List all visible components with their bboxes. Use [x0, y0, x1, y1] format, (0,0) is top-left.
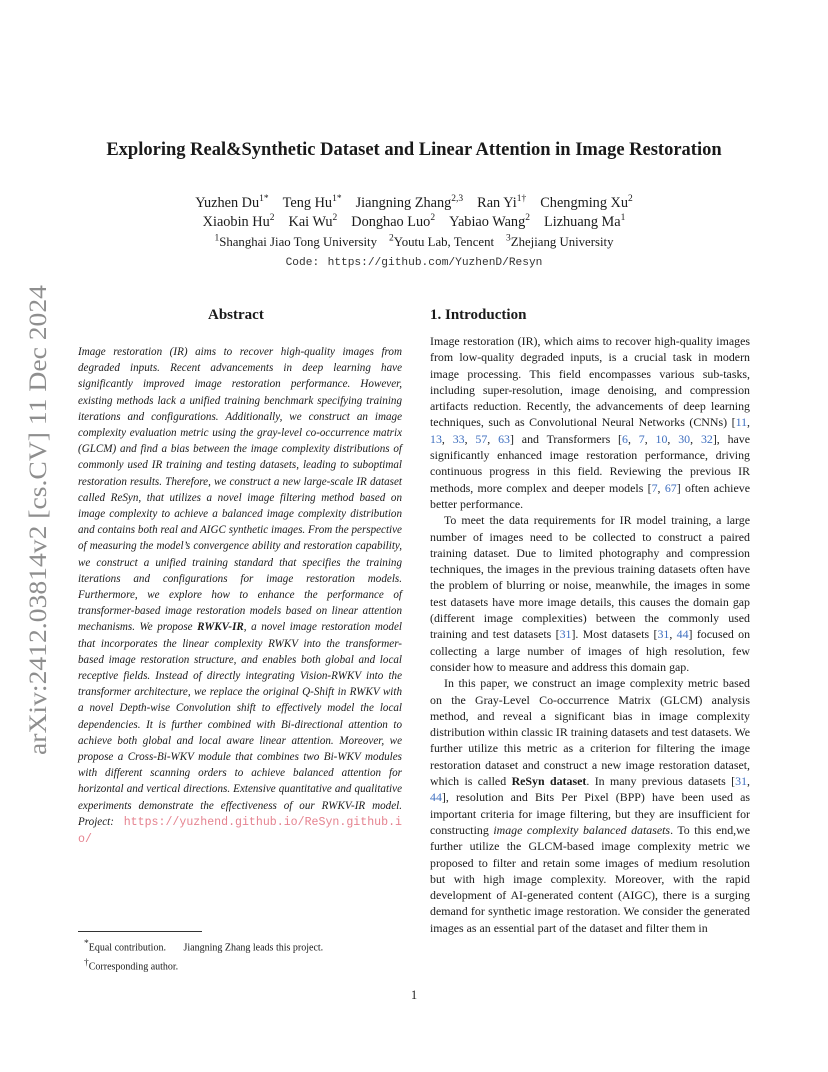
page-number: 1: [410, 988, 418, 1002]
intro-text-segment: ], resolution and Bits Per Pixel (BPP) have been used as important criteria for image filtering, but they are insufficient for constructing: [430, 790, 750, 837]
intro-text-segment: ,: [747, 415, 750, 430]
footnote-corresponding-author: †Corresponding author.: [84, 957, 179, 973]
paper-title: Exploring Real&Synthetic Dataset and Linear Attention in Image Restoration: [106, 140, 722, 160]
intro-paragraph-3: [430, 675, 750, 936]
intro-text-segment: ,: [464, 431, 476, 446]
citation-link[interactable]: 44: [676, 627, 689, 642]
author-name: Jiangning Zhang$^{2,3}$: [355, 194, 464, 211]
citation-link[interactable]: 44: [430, 790, 442, 805]
author-name: Kai Wu$^2$: [288, 213, 338, 230]
abstract-text: [78, 344, 402, 848]
abstract-heading: Abstract: [208, 307, 264, 323]
citation-link[interactable]: 31: [559, 627, 572, 642]
abstract-text-part-2: , a novel image restoration model that incorporates the linear complexity RWKV into the transformer-based image restoration structure, and enables both global and local receptive fields. Instead of directly integrating Vision-RWKV into the transformer architecture, we replace the original Q-Shift in RWKV with a novel Depth-wise Convolution shift to effectively model the local dependencies. It is further combined with Bi-directional attention to achieve both global and local aware linear attention. Moreover, we propose a Cross-Bi-WKV module that combines two Bi-WKV modules with different scanning orders to achieve balanced attention for horizontal and vertical directions. Extensive quantitative and qualitative experiments demonstrate the effectiveness of our RWKV-IR model. Project:: [78, 621, 402, 828]
author-name: Lizhuang Ma$^1$: [543, 213, 626, 230]
author-name: Xiaobin Hu$^2$: [202, 213, 275, 230]
footnotes: [78, 937, 408, 975]
intro-paragraph-2: [430, 512, 750, 675]
author-name: Ran $Yi^{1\dagger}$: [477, 194, 527, 211]
project-page-link[interactable]: https://yuzhend.github.io/ReSyn.github.io/: [78, 815, 402, 847]
author-name: Teng $Hu^{1*}$: [282, 194, 342, 211]
author-line-2: [0, 213, 828, 231]
author-line-1: [0, 194, 828, 212]
citation-link[interactable]: 31: [735, 774, 748, 789]
citation-link[interactable]: 57: [475, 431, 488, 446]
intro-text-segment: ]. Most datasets [: [571, 627, 658, 642]
intro-text-segment: ,: [669, 627, 677, 642]
citation-link[interactable]: 7: [651, 480, 658, 495]
citation-link[interactable]: 11: [735, 415, 748, 430]
arxiv-id-stamp: [22, 285, 52, 755]
affiliation: $^3$Zhejiang University: [506, 234, 614, 250]
footnote-divider: [78, 931, 202, 932]
citation-link[interactable]: 63: [498, 431, 510, 446]
citation-link[interactable]: 30: [678, 431, 691, 446]
code-repo-link[interactable]: https://github.com/YuzhenD/Resyn: [327, 257, 543, 269]
citation-link[interactable]: 31: [657, 627, 670, 642]
intro-paragraph-1: [430, 333, 750, 512]
author-name: Donghao Luo$^2$: [351, 213, 436, 230]
code-label: Code:: [285, 257, 320, 269]
introduction-text: [430, 333, 750, 936]
emphasis-text: image complexity balanced datasets: [493, 822, 671, 837]
intro-text-segment: . In many previous datasets [: [586, 774, 736, 789]
dataset-name: ReSyn dataset: [511, 774, 587, 789]
author-name: Yabiao Wang$^2$: [449, 213, 530, 230]
author-name: Chengming Xu$^2$: [540, 194, 633, 211]
citation-link[interactable]: 32: [700, 431, 713, 446]
intro-text-segment: ,: [644, 431, 656, 446]
intro-text-segment: ,: [441, 431, 453, 446]
intro-text-segment: ,: [667, 431, 679, 446]
citation-link[interactable]: 33: [452, 431, 465, 446]
intro-text-segment: ] and Transformers [: [510, 431, 622, 446]
intro-text-segment: ,: [627, 431, 639, 446]
citation-link[interactable]: 6: [622, 431, 628, 446]
intro-text-segment: ,: [747, 774, 751, 789]
affiliations: [0, 234, 828, 250]
intro-text-segment: ], have significantly enhanced image restoration performance, driving continuous progress in this field. Reviewing the previous IR methods, more complex and deeper models [: [430, 431, 751, 495]
citation-link[interactable]: 7: [638, 431, 645, 446]
footnote-equal-contribution: *Equal contribution. Jiangning Zhang leads this project.: [84, 939, 324, 954]
citation-link[interactable]: 10: [655, 431, 668, 446]
intro-text-segment: ,: [690, 431, 701, 446]
model-name: RWKV-IR: [197, 621, 244, 634]
affiliation: $^2$Youtu Lab, Tencent: [388, 234, 495, 250]
intro-text-segment: ] often achieve better performance.: [430, 480, 750, 511]
intro-text-segment: . To this end,we further utilize the GLCM-based image complexity metric we proposed to filter and retain some images of medium resolution but with high image complexity. Moreover, with the rapid development of AI-generated content (AIGC), there is a surging demand for synthetic image restoration. We consider the generated images as an essential part of the dataset and filter them in: [430, 822, 750, 935]
intro-text-segment: ] focused on collecting a large number of images of high resolution, few consider how to measure and address this domain gap.: [430, 627, 751, 674]
intro-text-segment: ,: [487, 431, 499, 446]
introduction-heading: 1. Introduction: [430, 307, 527, 323]
author-name: Yuzhen $Du^{1*}$: [195, 194, 269, 211]
citation-link[interactable]: 67: [664, 480, 677, 495]
intro-text-segment: In this paper, we construct an image complexity metric based on the Gray-Level Co-occurrence Matrix (GLCM) analysis method, and reveal a significant bias in image complexity distribution within classic IR training datasets and test datasets. We further utilize this metric as a criterion for filtering the image restoration dataset and construct a new image restoration dataset, which is called: [430, 676, 750, 789]
code-link-line: [0, 256, 828, 269]
abstract-text-part-1: Image restoration (IR) aims to recover high-quality images from degraded inputs. Recent advancements in deep learning have significantly improved image restoration performance. However, existing methods lack a unified training benchmark specifying training iterations and configurations. Additionally, we construct an image complexity evaluation metric using the gray-level co-occurrence matrix (GLCM) and find a bias between the image complexity distributions of commonly used IR training and testing datasets, leading to suboptimal restoration results. Therefore, we construct a new large-scale IR dataset called ReSyn, that utilizes a novel image filtering method based on image complexity to achieve a balanced image complexity distribution and contains both real and AIGC synthetic images. From the perspective of measuring the model’s convergence ability and restoration capability, we construct a unified training standard that specifies the training iterations and configurations for image restoration models. Furthermore, we explore how to enhance the performance of transformer-based image restoration models based on linear attention mechanisms. We propose: [78, 346, 402, 634]
citation-link[interactable]: 13: [430, 431, 442, 446]
intro-text-segment: To meet the data requirements for IR model training, a large number of images need to be collected to construct a paired training dataset. Due to limited photography and compression techniques, the images in the previous training datasets often have the problem of blurring or noise, meanwhile, the images in some test datasets have more image details, this causes the domain gap (different image complexities) between the commonly used training and test datasets [: [430, 513, 750, 642]
affiliation: $^1$Shanghai Jiao Tong University: [214, 234, 377, 250]
intro-text-segment: ,: [657, 480, 665, 495]
intro-text-segment: Image restoration (IR), which aims to recover high-quality images from low-quality degraded inputs, is a crucial task in modern image processing. This field encompasses various sub-tasks, including super-resolution, image denoising, and compression artifacts reduction. Recently, the advancements of deep learning techniques, such as Convolutional Neural Networks (CNNs) [: [430, 334, 750, 430]
arxiv-id-stamp-text: arXiv:2412.03814v2 [cs.CV] 11 Dec 2024: [23, 321, 52, 755]
